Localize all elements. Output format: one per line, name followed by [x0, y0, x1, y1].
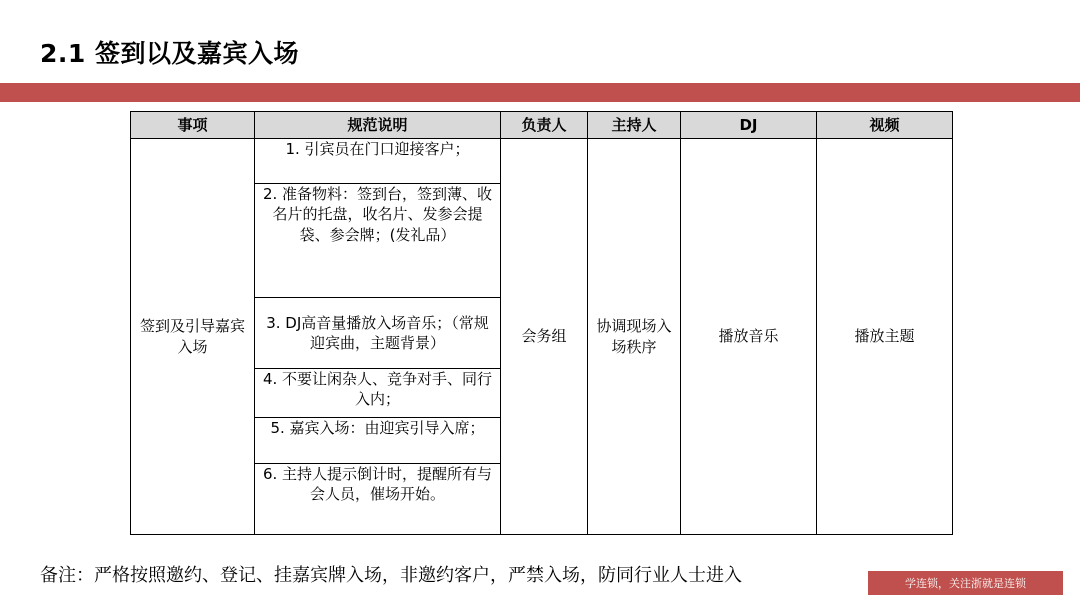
spec-cell-1: 1. 引宾员在门口迎接客户；	[255, 139, 501, 184]
spec-cell-5: 5. 嘉宾入场：由迎宾引导入席；	[255, 418, 501, 464]
header-host: 主持人	[588, 112, 681, 139]
dj-cell: 播放音乐	[681, 139, 817, 535]
host-cell: 协调现场入场秩序	[588, 139, 681, 535]
header-video: 视频	[817, 112, 953, 139]
spec-cell-4: 4. 不要让闲杂人、竞争对手、同行入内；	[255, 369, 501, 418]
page-title: 2.1 签到以及嘉宾入场	[40, 39, 299, 68]
schedule-table	[130, 111, 953, 535]
table-row	[131, 139, 953, 184]
header-item: 事项	[131, 112, 255, 139]
spec-cell-3: 3. DJ高音量播放入场音乐；（常规迎宾曲，主题背景）	[255, 298, 501, 369]
watermark-badge: 学连锁，关注浙就是连锁	[868, 571, 1063, 595]
table-header-row	[131, 112, 953, 139]
header-owner: 负责人	[501, 112, 588, 139]
spec-cell-2: 2. 准备物料：签到台，签到薄、收名片的托盘，收名片、发参会提袋、参会牌；(发礼品）	[255, 184, 501, 298]
item-cell: 签到及引导嘉宾入场	[131, 139, 255, 535]
video-cell: 播放主题	[817, 139, 953, 535]
header-spec: 规范说明	[255, 112, 501, 139]
header-dj: DJ	[681, 112, 817, 139]
footnote: 备注：严格按照邀约、登记、挂嘉宾牌入场，非邀约客户，严禁入场，防同行业人士进入	[40, 565, 742, 586]
spec-cell-6: 6. 主持人提示倒计时，提醒所有与会人员，催场开始。	[255, 464, 501, 535]
title-divider-bar	[0, 83, 1080, 102]
owner-cell: 会务组	[501, 139, 588, 535]
